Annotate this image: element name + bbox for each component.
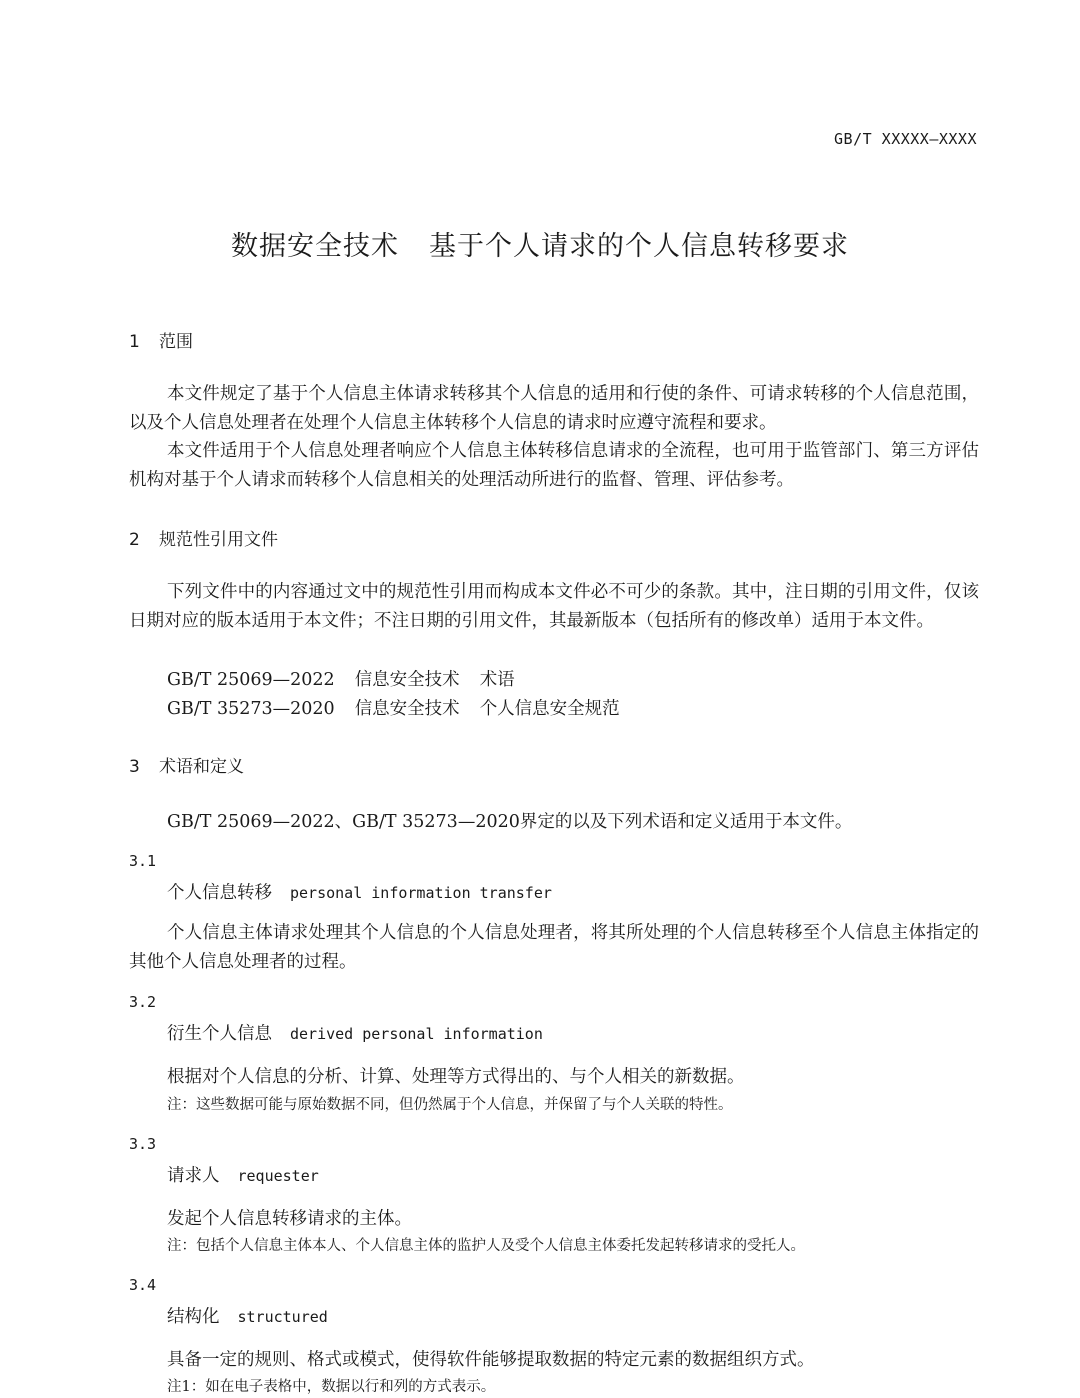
section-3-heading bbox=[129, 752, 244, 777]
section-number: 2 bbox=[129, 530, 140, 550]
section-3-intro: GB/T 25069—2022、GB/T 35273—2020界定的以及下列术语和定义适用于本文件。 bbox=[167, 812, 853, 832]
term-heading bbox=[167, 879, 552, 904]
document-title bbox=[0, 224, 1080, 263]
section-2-paragraph-1: 下列文件中的内容通过文中的规范性引用而构成本文件必不可少的条款。其中，注日期的引用文件，仅该日期对应的版本适用于本文件；不注日期的引用文件，其最新版本（包括所有的修改单）适用于本文件。 bbox=[129, 582, 979, 631]
term-number: 3.1 bbox=[129, 852, 157, 870]
section-1-heading bbox=[129, 327, 193, 352]
term-definition: 具备一定的规则、格式或模式，使得软件能够提取数据的特定元素的数据组织方式。 bbox=[167, 1350, 815, 1370]
term-chinese: 请求人 bbox=[167, 1166, 220, 1186]
title-part-1: 数据安全技术 bbox=[231, 231, 399, 262]
term-definition: 发起个人信息转移请求的主体。 bbox=[167, 1209, 412, 1229]
reference-name: 信息安全技术 bbox=[354, 670, 460, 690]
term-heading bbox=[167, 1020, 543, 1045]
section-title: 范围 bbox=[159, 332, 193, 352]
term-number: 3.3 bbox=[129, 1135, 157, 1153]
term-heading bbox=[167, 1303, 328, 1328]
term-heading bbox=[167, 1162, 319, 1187]
term-note: 注：包括个人信息主体本人、个人信息主体的监护人及受个人信息主体委托发起转移请求的受托人。 bbox=[167, 1238, 805, 1254]
term-chinese: 个人信息转移 bbox=[167, 883, 272, 903]
term-english: structured bbox=[237, 1308, 328, 1326]
section-title: 规范性引用文件 bbox=[159, 530, 278, 550]
term-number: 3.2 bbox=[129, 993, 157, 1011]
term-chinese: 衍生个人信息 bbox=[167, 1024, 272, 1044]
reference-item-2 bbox=[167, 695, 620, 720]
reference-code: GB/T 25069—2022 bbox=[167, 670, 335, 690]
term-chinese: 结构化 bbox=[167, 1307, 220, 1327]
section-1-paragraph-2: 本文件适用于个人信息处理者响应个人信息主体转移信息请求的全流程，也可用于监管部门、第三方评估机构对基于个人请求而转移个人信息相关的处理活动所进行的监督、管理、评估参考。 bbox=[129, 441, 979, 490]
term-definition: 根据对个人信息的分析、计算、处理等方式得出的、与个人相关的新数据。 bbox=[167, 1067, 745, 1087]
term-number: 3.4 bbox=[129, 1276, 157, 1294]
section-number: 1 bbox=[129, 332, 140, 352]
reference-subtitle: 个人信息安全规范 bbox=[479, 699, 620, 719]
reference-subtitle: 术语 bbox=[479, 670, 515, 690]
reference-item-1 bbox=[167, 666, 515, 691]
term-english: requester bbox=[237, 1167, 319, 1185]
section-2-heading bbox=[129, 525, 278, 550]
term-english: personal information transfer bbox=[290, 884, 552, 902]
reference-name: 信息安全技术 bbox=[354, 699, 460, 719]
term-definition: 个人信息主体请求处理其个人信息的个人信息处理者，将其所处理的个人信息转移至个人信息主体指定的其他个人信息处理者的过程。 bbox=[129, 923, 979, 972]
document-code: GB/T XXXXX—XXXX bbox=[834, 130, 977, 148]
section-1-paragraph-1: 本文件规定了基于个人信息主体请求转移其个人信息的适用和行使的条件、可请求转移的个人信息范围，以及个人信息处理者在处理个人信息主体转移个人信息的请求时应遵守流程和要求。 bbox=[129, 384, 979, 433]
term-note: 注：这些数据可能与原始数据不同，但仍然属于个人信息，并保留了与个人关联的特性。 bbox=[167, 1097, 733, 1113]
term-note: 注1：如在电子表格中，数据以行和列的方式表示。 bbox=[167, 1379, 496, 1395]
title-part-2: 基于个人请求的个人信息转移要求 bbox=[429, 231, 849, 262]
reference-code: GB/T 35273—2020 bbox=[167, 699, 335, 719]
term-english: derived personal information bbox=[290, 1025, 543, 1043]
section-title: 术语和定义 bbox=[159, 757, 244, 777]
section-number: 3 bbox=[129, 757, 140, 777]
